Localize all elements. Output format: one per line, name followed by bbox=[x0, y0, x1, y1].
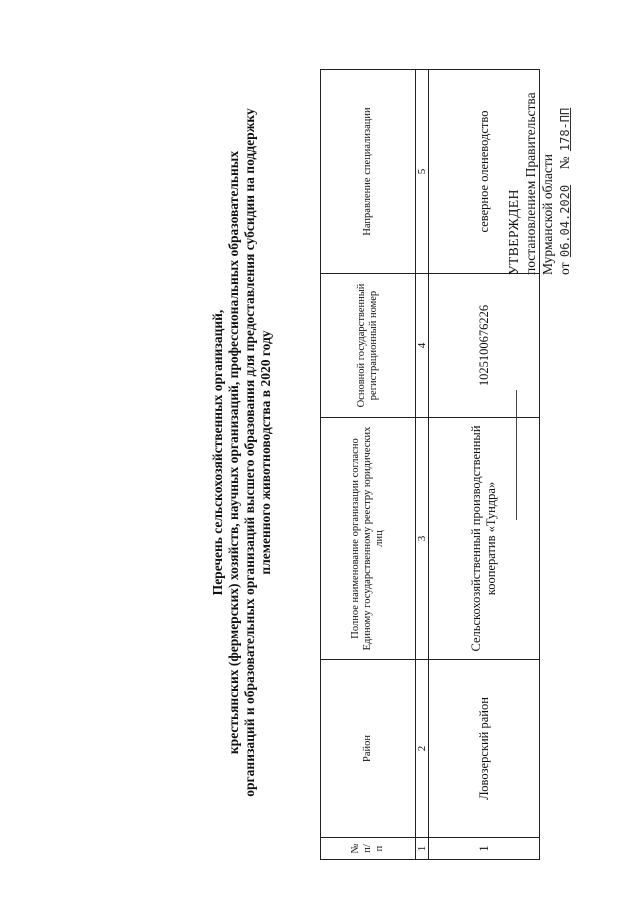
approval-date: 06.04.2020 bbox=[558, 184, 572, 258]
heading-line-4: племенного животноводства в 2020 году bbox=[258, 330, 273, 575]
column-number: 3 bbox=[416, 418, 429, 660]
approval-line-2: Мурманской области bbox=[540, 154, 555, 275]
header-cell-ogrn: Основной государственный регистрационный номер bbox=[321, 274, 416, 418]
column-number: 2 bbox=[416, 660, 429, 838]
cell-specialization: северное оленеводство bbox=[429, 70, 540, 274]
end-of-document-rule bbox=[516, 390, 517, 520]
cell-number: 1 bbox=[429, 838, 540, 860]
table-header-row bbox=[321, 70, 416, 860]
approval-date-line bbox=[556, 15, 574, 275]
approval-line-1: постановлением Правительства bbox=[523, 92, 538, 275]
header-cell-district: Район bbox=[321, 660, 416, 838]
number-prefix: № bbox=[557, 156, 572, 170]
approval-number: 178-ПП bbox=[558, 107, 572, 152]
date-prefix: от bbox=[557, 262, 572, 275]
header-cell-specialization: Направление специализации bbox=[321, 70, 416, 274]
cell-org-name: Сельскохозяйственный производственный кооператив «Тундра» bbox=[429, 418, 540, 660]
column-number: 1 bbox=[416, 838, 429, 860]
organizations-table bbox=[320, 69, 540, 860]
approval-title: УТВЕРЖДЕН bbox=[506, 189, 521, 275]
heading-line-2: крестьянских (фермерских) хозяйств, научных организаций, профессиональных образовательных bbox=[226, 150, 241, 755]
heading-line-1: Перечень сельскохозяйственных организаций, bbox=[210, 309, 225, 596]
header-cell-number: № п/п bbox=[321, 838, 416, 860]
cell-ogrn: 1025100676226 bbox=[429, 274, 540, 418]
column-number: 5 bbox=[416, 70, 429, 274]
heading-line-3: организаций и образовательных организаций высшего образования для предоставления субсидии на поддержку bbox=[242, 108, 257, 797]
table-row bbox=[429, 70, 540, 860]
column-number: 4 bbox=[416, 274, 429, 418]
cell-district: Ловозерский район bbox=[429, 660, 540, 838]
column-number-row bbox=[416, 70, 429, 860]
document-heading bbox=[210, 0, 274, 905]
header-cell-org-name: Полное наименование организации согласно Единому государственному реестру юридических лиц bbox=[321, 418, 416, 660]
